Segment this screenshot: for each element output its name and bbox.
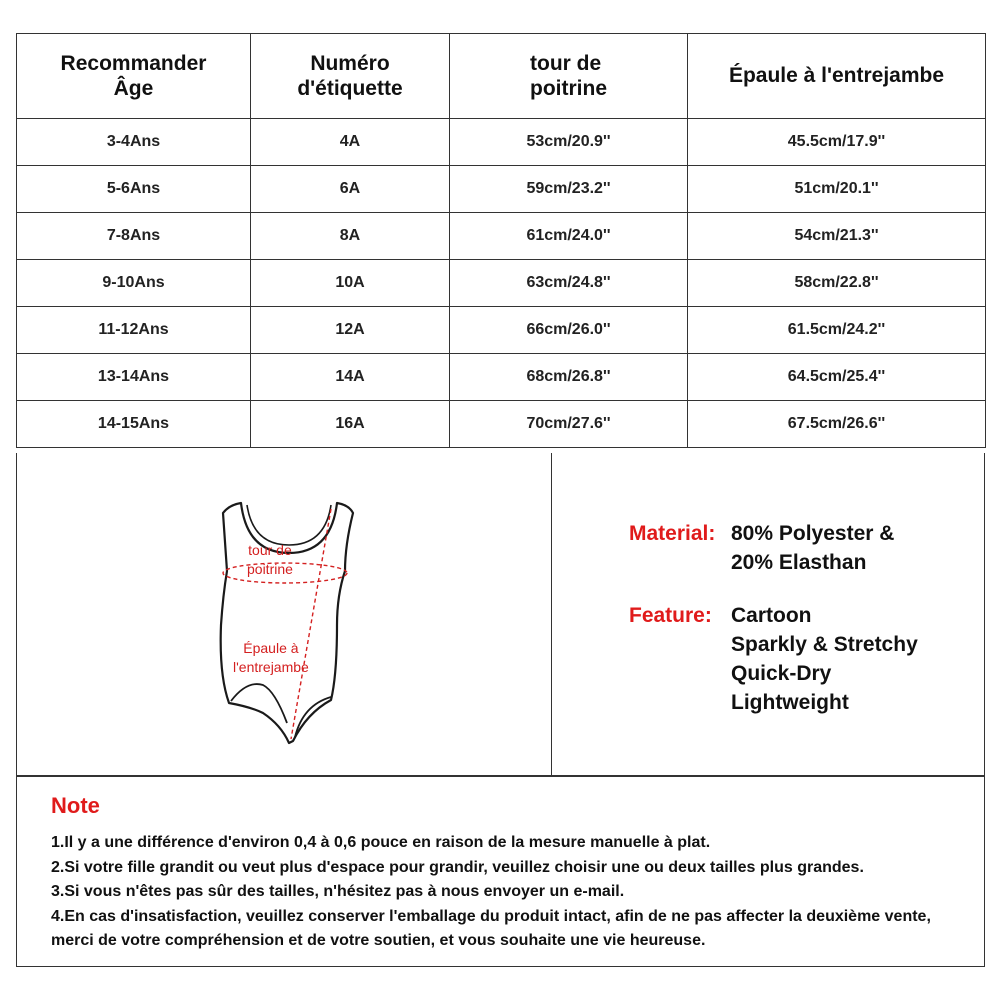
- cell-chest: 68cm/26.8'': [450, 354, 688, 401]
- product-info-section: [16, 453, 985, 776]
- feature-values: [731, 601, 918, 717]
- cell-chest: 63cm/24.8'': [450, 260, 688, 307]
- table-row: [17, 401, 986, 448]
- feature-value: Quick-Dry: [731, 662, 832, 685]
- material-values: [731, 519, 894, 577]
- cell-shoulder-to-crotch: 64.5cm/25.4'': [688, 354, 986, 401]
- leotard-outline-icon: [207, 475, 367, 755]
- cell-chest: 70cm/27.6'': [450, 401, 688, 448]
- header-age: Recommander Âge: [17, 34, 251, 119]
- table-row: [17, 260, 986, 307]
- cell-tag-number: 6A: [251, 166, 450, 213]
- cell-tag-number: 4A: [251, 119, 450, 166]
- length-measure-label: Épaule à l'entrejambe: [233, 640, 309, 675]
- table-row: [17, 119, 986, 166]
- cell-tag-number: 10A: [251, 260, 450, 307]
- product-specs: [629, 519, 989, 741]
- note-title: Note: [51, 793, 100, 818]
- table-header-row: [17, 34, 986, 119]
- section-divider: [551, 453, 552, 775]
- cell-age: 14-15Ans: [17, 401, 251, 448]
- cell-shoulder-to-crotch: 45.5cm/17.9'': [688, 119, 986, 166]
- cell-shoulder-to-crotch: 51cm/20.1'': [688, 166, 986, 213]
- cell-chest: 59cm/23.2'': [450, 166, 688, 213]
- cell-tag-number: 8A: [251, 213, 450, 260]
- cell-age: 7-8Ans: [17, 213, 251, 260]
- cell-age: 3-4Ans: [17, 119, 251, 166]
- feature-value: Cartoon: [731, 604, 812, 627]
- cell-shoulder-to-crotch: 67.5cm/26.6'': [688, 401, 986, 448]
- cell-age: 5-6Ans: [17, 166, 251, 213]
- cell-chest: 61cm/24.0'': [450, 213, 688, 260]
- feature-label: Feature:: [629, 604, 712, 627]
- cell-shoulder-to-crotch: 58cm/22.8'': [688, 260, 986, 307]
- material-value: 20% Elasthan: [731, 551, 867, 574]
- feature-value: Sparkly & Stretchy: [731, 633, 918, 656]
- feature-spec: [629, 601, 989, 717]
- size-chart-table: [16, 33, 986, 448]
- cell-tag-number: 14A: [251, 354, 450, 401]
- chest-measure-label: tour de poitrine: [247, 542, 293, 577]
- feature-value: Lightweight: [731, 691, 849, 714]
- note-list: [51, 831, 984, 954]
- header-shoulder-to-crotch: Épaule à l'entrejambe: [688, 34, 986, 119]
- material-value: 80% Polyester &: [731, 522, 895, 545]
- cell-tag-number: 12A: [251, 307, 450, 354]
- note-item: 4.En cas d'insatisfaction, veuillez conserver l'emballage du produit intact, afin de ne pas affecter la deuxième vente, merci de votre compréhension et de votre soutien, et vous souhaite une vie heureuse.: [51, 907, 931, 949]
- note-item: 1.Il y a une différence d'environ 0,4 à 0,6 pouce en raison de la mesure manuelle à plat.: [51, 834, 711, 851]
- note-section: [16, 776, 985, 967]
- header-chest: tour de poitrine: [450, 34, 688, 119]
- note-item: 2.Si votre fille grandit ou veut plus d'espace pour grandir, veuillez choisir une ou deux tailles plus grandes.: [51, 858, 864, 876]
- cell-age: 9-10Ans: [17, 260, 251, 307]
- table-row: [17, 307, 986, 354]
- table-row: [17, 354, 986, 401]
- table-body: [17, 119, 986, 448]
- material-label: Material:: [629, 522, 716, 545]
- cell-age: 13-14Ans: [17, 354, 251, 401]
- cell-shoulder-to-crotch: 54cm/21.3'': [688, 213, 986, 260]
- header-tag-number: Numéro d'étiquette: [251, 34, 450, 119]
- cell-shoulder-to-crotch: 61.5cm/24.2'': [688, 307, 986, 354]
- cell-chest: 53cm/20.9'': [450, 119, 688, 166]
- leotard-diagram: [207, 475, 367, 755]
- cell-age: 11-12Ans: [17, 307, 251, 354]
- material-spec: [629, 519, 989, 577]
- cell-chest: 66cm/26.0'': [450, 307, 688, 354]
- table-row: [17, 166, 986, 213]
- table-row: [17, 213, 986, 260]
- cell-tag-number: 16A: [251, 401, 450, 448]
- note-item: 3.Si vous n'êtes pas sûr des tailles, n'hésitez pas à nous envoyer un e-mail.: [51, 883, 625, 900]
